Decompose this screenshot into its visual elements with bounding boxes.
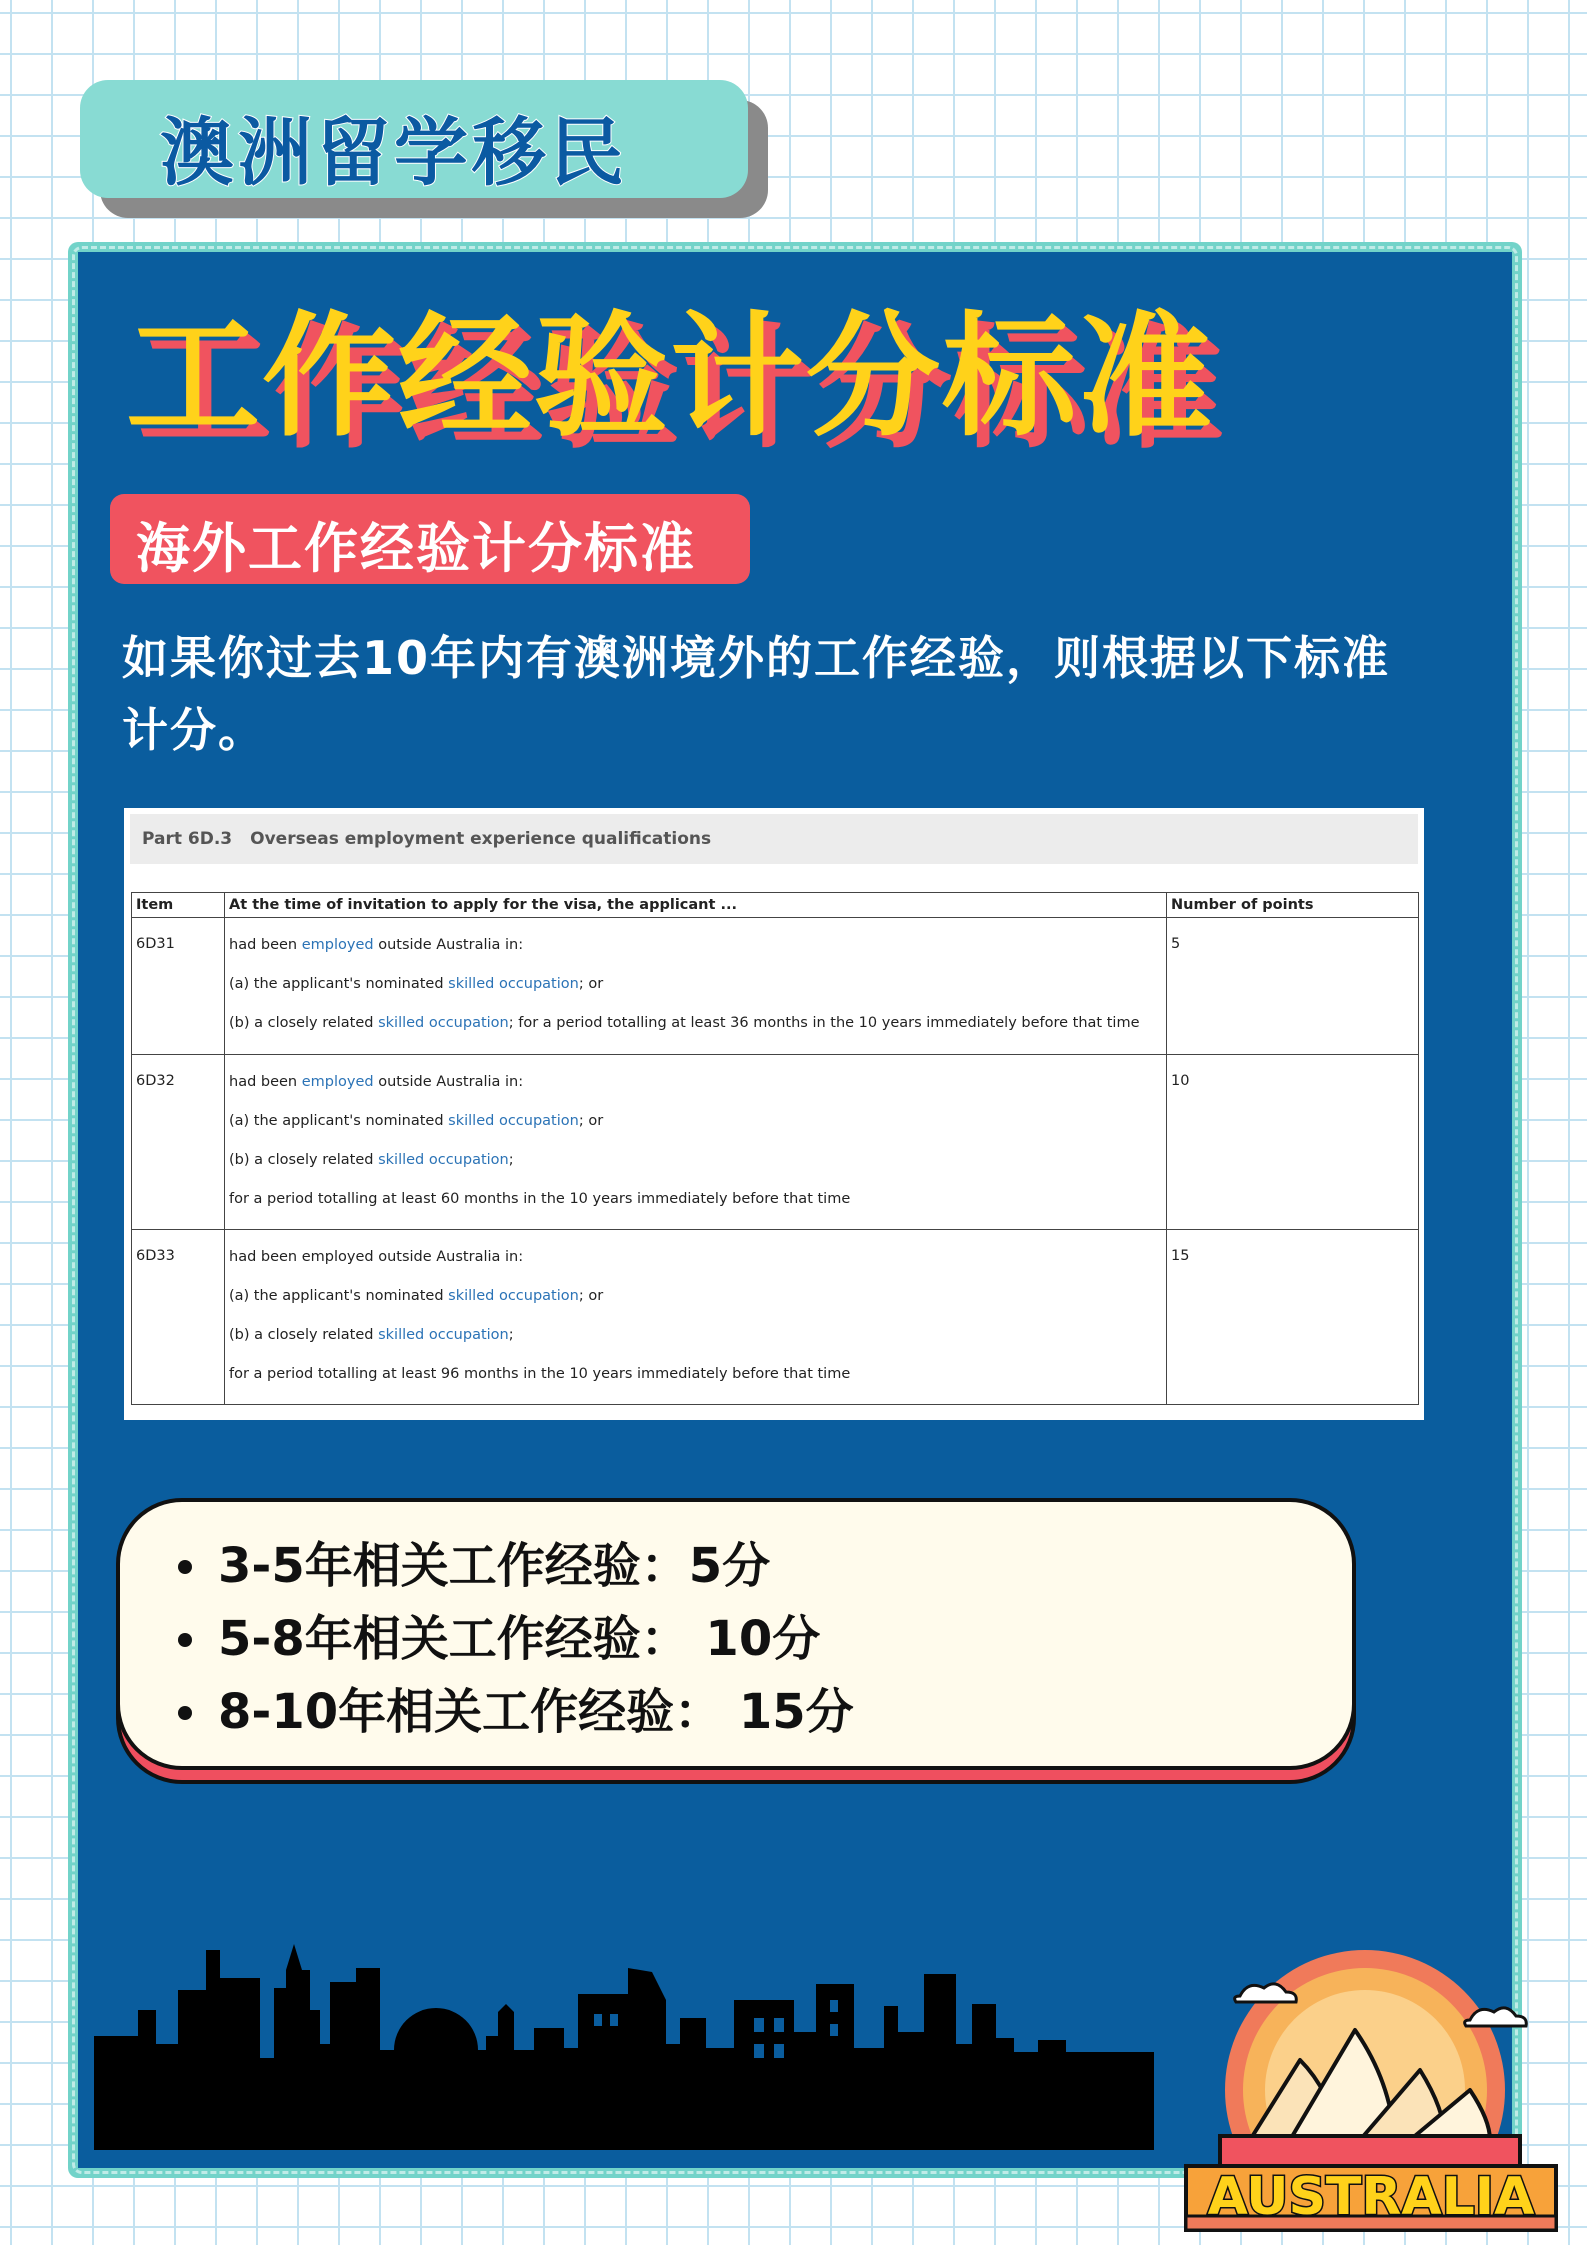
part-number: Part 6D.3 — [142, 829, 233, 849]
legislation-table — [131, 892, 1419, 1405]
city-skyline-icon — [94, 1940, 1154, 2150]
header-condition: At the time of invitation to apply for the visa, the applicant ... — [225, 893, 1167, 918]
condition-cell — [225, 1055, 1167, 1230]
points-list — [178, 1530, 854, 1749]
item-code: 6D33 — [132, 1230, 225, 1405]
employed-link[interactable]: employed — [301, 937, 374, 953]
condition-text: (a) the applicant's nominated — [229, 1288, 449, 1304]
condition-text: had been employed outside Australia in: — [229, 1249, 524, 1265]
bullet-icon — [178, 1633, 192, 1647]
bullet-icon — [178, 1560, 192, 1574]
condition-text: (b) a closely related — [229, 1327, 379, 1343]
intro-text: 如果你过去10年内有澳洲境外的工作经验，则根据以下标准计分。 — [122, 631, 1391, 757]
item-code: 6D31 — [132, 918, 225, 1055]
condition-text: had been — [229, 1074, 302, 1090]
skilled-occupation-link[interactable]: skilled occupation — [448, 1288, 579, 1304]
condition-text: outside Australia in: — [373, 1074, 524, 1090]
points-line: 3-5年相关工作经验：5分 — [218, 1538, 771, 1594]
legislation-table-card — [124, 808, 1424, 1420]
australia-badge-text: AUSTRALIA — [1207, 2167, 1535, 2227]
condition-text: had been — [229, 937, 302, 953]
points-line: 5-8年相关工作经验： 10分 — [218, 1611, 821, 1667]
table-row — [132, 1230, 1419, 1405]
points-cell: 15 — [1167, 1230, 1419, 1405]
skilled-occupation-link[interactable]: skilled occupation — [378, 1327, 509, 1343]
condition-cell — [225, 918, 1167, 1055]
skilled-occupation-link[interactable]: skilled occupation — [448, 976, 579, 992]
part-heading — [130, 814, 1418, 864]
skilled-occupation-link[interactable]: skilled occupation — [378, 1152, 509, 1168]
page-title: 工作经验计分标准 — [126, 299, 1215, 455]
condition-text: (b) a closely related — [229, 1015, 379, 1031]
header-tag-text: 澳洲留学移民 — [160, 110, 628, 196]
sydney-opera-house-icon — [1180, 1940, 1560, 2240]
condition-text: (a) the applicant's nominated — [229, 1113, 449, 1129]
header-item: Item — [132, 893, 225, 918]
condition-cell — [225, 1230, 1167, 1405]
list-item — [178, 1530, 854, 1603]
bullet-icon — [178, 1706, 192, 1720]
condition-text: ; — [508, 1152, 514, 1168]
employed-link[interactable]: employed — [301, 1074, 374, 1090]
list-item — [178, 1603, 854, 1676]
skilled-occupation-link[interactable]: skilled occupation — [448, 1113, 579, 1129]
condition-text: ; or — [578, 976, 604, 992]
part-title: Overseas employment experience qualifications — [250, 829, 712, 849]
condition-text: for a period totalling at least 60 months in the 10 years immediately before that time — [229, 1191, 851, 1207]
condition-text: for a period totalling at least 96 months in the 10 years immediately before that time — [229, 1366, 851, 1382]
points-line: 8-10年相关工作经验： 15分 — [218, 1684, 854, 1740]
condition-text: ; or — [578, 1113, 604, 1129]
skilled-occupation-link[interactable]: skilled occupation — [378, 1015, 509, 1031]
subtitle-text: 海外工作经验计分标准 — [136, 517, 696, 580]
condition-text: ; for a period totalling at least 36 months in the 10 years immediately before that time — [508, 1015, 1140, 1031]
list-item — [178, 1676, 854, 1749]
condition-text: ; or — [578, 1288, 604, 1304]
header-points: Number of points — [1167, 893, 1419, 918]
table-header-row — [132, 893, 1419, 918]
table-row — [132, 918, 1419, 1055]
points-cell: 5 — [1167, 918, 1419, 1055]
points-cell: 10 — [1167, 1055, 1419, 1230]
condition-text: (a) the applicant's nominated — [229, 976, 449, 992]
item-code: 6D32 — [132, 1055, 225, 1230]
table-row — [132, 1055, 1419, 1230]
condition-text: ; — [508, 1327, 514, 1343]
condition-text: (b) a closely related — [229, 1152, 379, 1168]
condition-text: outside Australia in: — [373, 937, 524, 953]
